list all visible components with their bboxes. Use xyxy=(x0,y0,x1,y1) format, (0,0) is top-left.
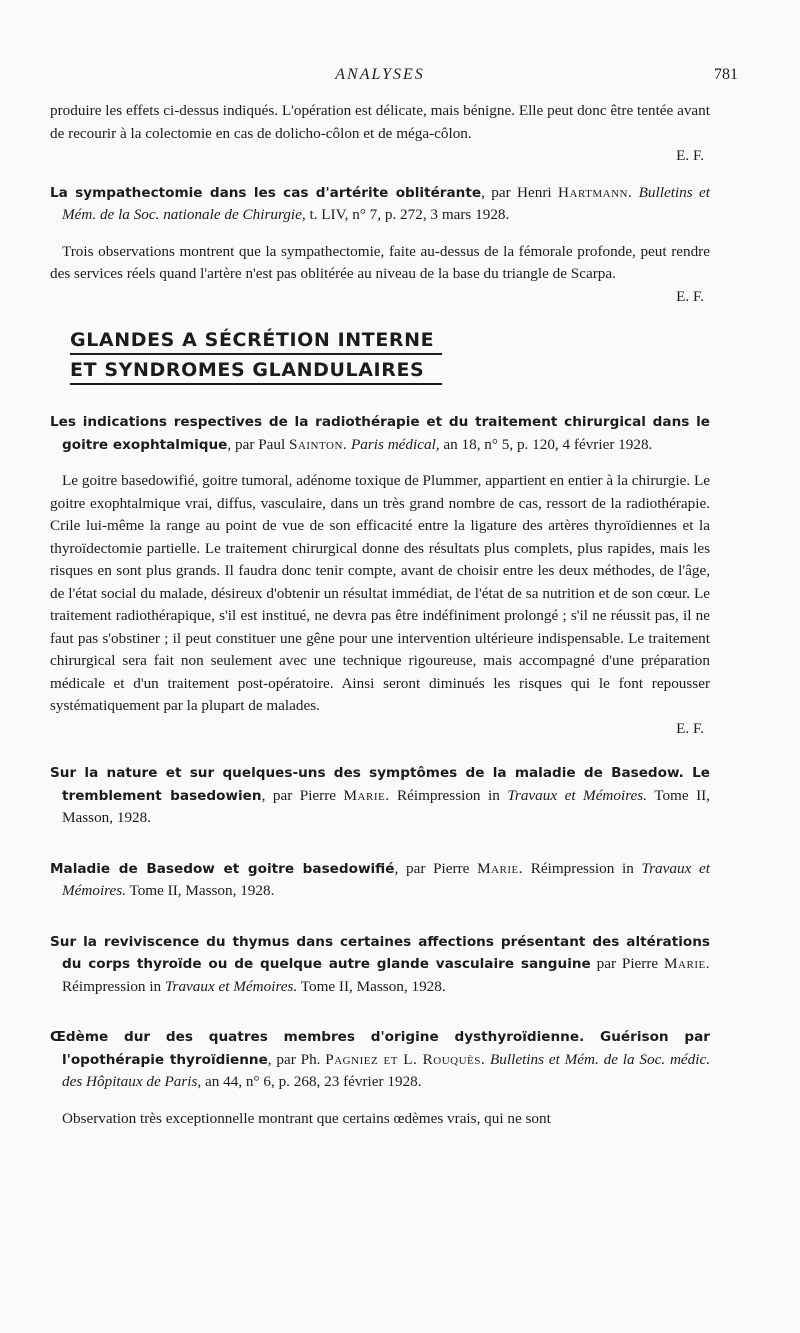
journal: Paris médical, xyxy=(351,435,440,453)
journal: Bulletins et Mém. de la Soc. nationale de Chirurgie, xyxy=(62,183,711,223)
citation-details: an 44, n° 6, p. 268, 23 février 1928. xyxy=(201,1073,422,1090)
signature: E. F. xyxy=(676,147,704,164)
citation-details: Tome II, Masson, 1928. xyxy=(125,882,275,899)
reference: Sur la reviviscence du thymus dans certaines affections présentant des altérations du corps thyroïde ou de quelque autre glande vasculaire sanguine par Pierre Marie. Réimpression in Travaux et Mémoires. Tome II, Masson, 1928. xyxy=(50,933,710,995)
heading-rule xyxy=(70,353,442,355)
article-title: La sympathectomie dans les cas d'artérite oblitérante xyxy=(50,184,482,201)
journal: Travaux et Mémoires. xyxy=(164,977,298,995)
signature: E. F. xyxy=(676,719,704,737)
article-entry xyxy=(50,182,710,309)
author: Marie. xyxy=(343,786,390,804)
citation-details: an 18, n° 5, p. 120, 4 février 1928. xyxy=(439,435,653,453)
abstract-text: produire les effets ci-dessus indiqués. L'opération est délicate, mais bénigne. Elle peut donc être tentée avant de recourir à la colectomie en cas de dolicho-côlon et de méga-côlon. xyxy=(50,102,710,142)
heading-rule xyxy=(70,383,442,385)
section-heading xyxy=(70,328,442,385)
author: Marie. xyxy=(477,859,524,877)
section-heading-line: GLANDES A SÉCRÉTION INTERNE xyxy=(70,329,435,351)
reference: Maladie de Basedow et goitre basedowifié, par Pierre Marie. Réimpression in Travaux et Mémoires. Tome II, Masson, 1928. xyxy=(50,859,710,899)
citation-details: Tome II, Masson, 1928. xyxy=(297,977,446,995)
page-body xyxy=(50,100,710,1130)
article-title: Les indications respectives de la radiothérapie et du traitement chirurgical dans le goitre exophtalmique xyxy=(50,414,710,453)
reference: Les indications respectives de la radiothérapie et du traitement chirurgical dans le goitre exophtalmique, par Paul Sainton. Paris médical, an 18, n° 5, p. 120, 4 février 1928. xyxy=(50,414,710,453)
section-heading-line: ET SYNDROMES GLANDULAIRES xyxy=(70,359,425,381)
article-entry xyxy=(50,1026,710,1130)
reference: La sympathectomie dans les cas d'artérite oblitérante, par Henri Hartmann. Bulletins et Mém. de la Soc. nationale de Chirurgie, t. LIV, n° 7, p. 272, 3 mars 1928. xyxy=(50,183,711,223)
citation-details: t. LIV, n° 7, p. 272, 3 mars 1928. xyxy=(305,206,510,223)
abstract-text: Trois observations montrent que la sympathectomie, faite au-dessus de la fémorale profonde, peut rendre des services réels quand l'artère n'est pas oblitérée au niveau de la base du triangle de Scarpa. xyxy=(50,242,710,282)
abstract-text: Observation très exceptionnelle montrant que certains œdèmes vrais, qui ne sont xyxy=(62,1109,551,1127)
abstract-text: Le goitre basedowifié, goitre tumoral, adénome toxique de Plummer, appartient en entier à la chirurgie. Le goitre exophtalmique vrai, diffus, vasculaire, dans un très grand nombre de cas, ressort de la radiothérapie. Crile lui-même la range au point de vue de son efficacité entre la ligature des artères thyroïdiennes et la thyroïdectomie partielle. Le traitement chirurgical donne des résultats plus complets, plus rapides, mais les risques en sont plus grands. Il faudra donc tenir compte, avant de choisir entre les deux méthodes, de l'âge, de l'état social du malade, désireux d'obtenir un résultat immédiat, de l'état de sa nutrition et de son cœur. Le traitement radiothérapique, s'il est institué, ne devra pas être indéfiniment prolongé ; s'il ne réussit pas, il ne faut pas s'obstiner ; il peut constituer une gêne pour une intervention ultérieure indispensable. Le traitement chirurgical sera fait non seulement avec une technique rigoureuse, mais accompagné d'une préparation médicale et d'un traitement post-opératoire. Ainsi seront diminués les risques qui le font repousser systématiquement par la plupart de malades. xyxy=(50,472,710,714)
signature: E. F. xyxy=(676,287,704,305)
article-title: Maladie de Basedow et goitre basedowifié xyxy=(50,860,395,877)
journal: Travaux et Mémoires. xyxy=(507,786,648,804)
article-title: Sur la reviviscence du thymus dans certaines affections présentant des altérations du corps thyroïde ou de quelque autre glande vasculaire sanguine xyxy=(50,933,710,972)
author: Hartmann. xyxy=(558,183,633,201)
author: Sainton. xyxy=(289,435,348,453)
running-title: ANALYSES xyxy=(335,66,425,83)
journal: Bulletins et Mém. de la Soc. médic. des Hôpitaux de Paris, xyxy=(62,1050,711,1090)
journal: Travaux et Mémoires. xyxy=(62,859,710,899)
page-number: 781 xyxy=(714,66,738,83)
article-title: Œdème dur des quatres membres d'origine dysthyroïdienne. Guérison par l'opothérapie thyroïdienne xyxy=(50,1029,710,1068)
article-entry xyxy=(50,411,710,740)
article-title: Sur la nature et sur quelques-uns des symptômes de la maladie de Basedow. Le tremblement basedowien xyxy=(50,765,710,804)
author: Pagniez et L. Rouquès. xyxy=(325,1050,486,1068)
reference: Sur la nature et sur quelques-uns des symptômes de la maladie de Basedow. Le tremblement basedowien, par Pierre Marie. Réimpression in Travaux et Mémoires. Tome II, Masson, 1928. xyxy=(50,765,710,826)
article-entry xyxy=(50,100,710,168)
author: Marie. xyxy=(664,955,710,972)
page-header xyxy=(0,66,800,86)
reference: Œdème dur des quatres membres d'origine dysthyroïdienne. Guérison par l'opothérapie thyroïdienne, par Ph. Pagniez et L. Rouquès. Bulletins et Mém. de la Soc. médic. des Hôpitaux de Paris, an 44, n° 6, p. 268, 23 février 1928. xyxy=(50,1029,711,1090)
citation-details: Tome II, Masson, 1928. xyxy=(62,786,710,826)
